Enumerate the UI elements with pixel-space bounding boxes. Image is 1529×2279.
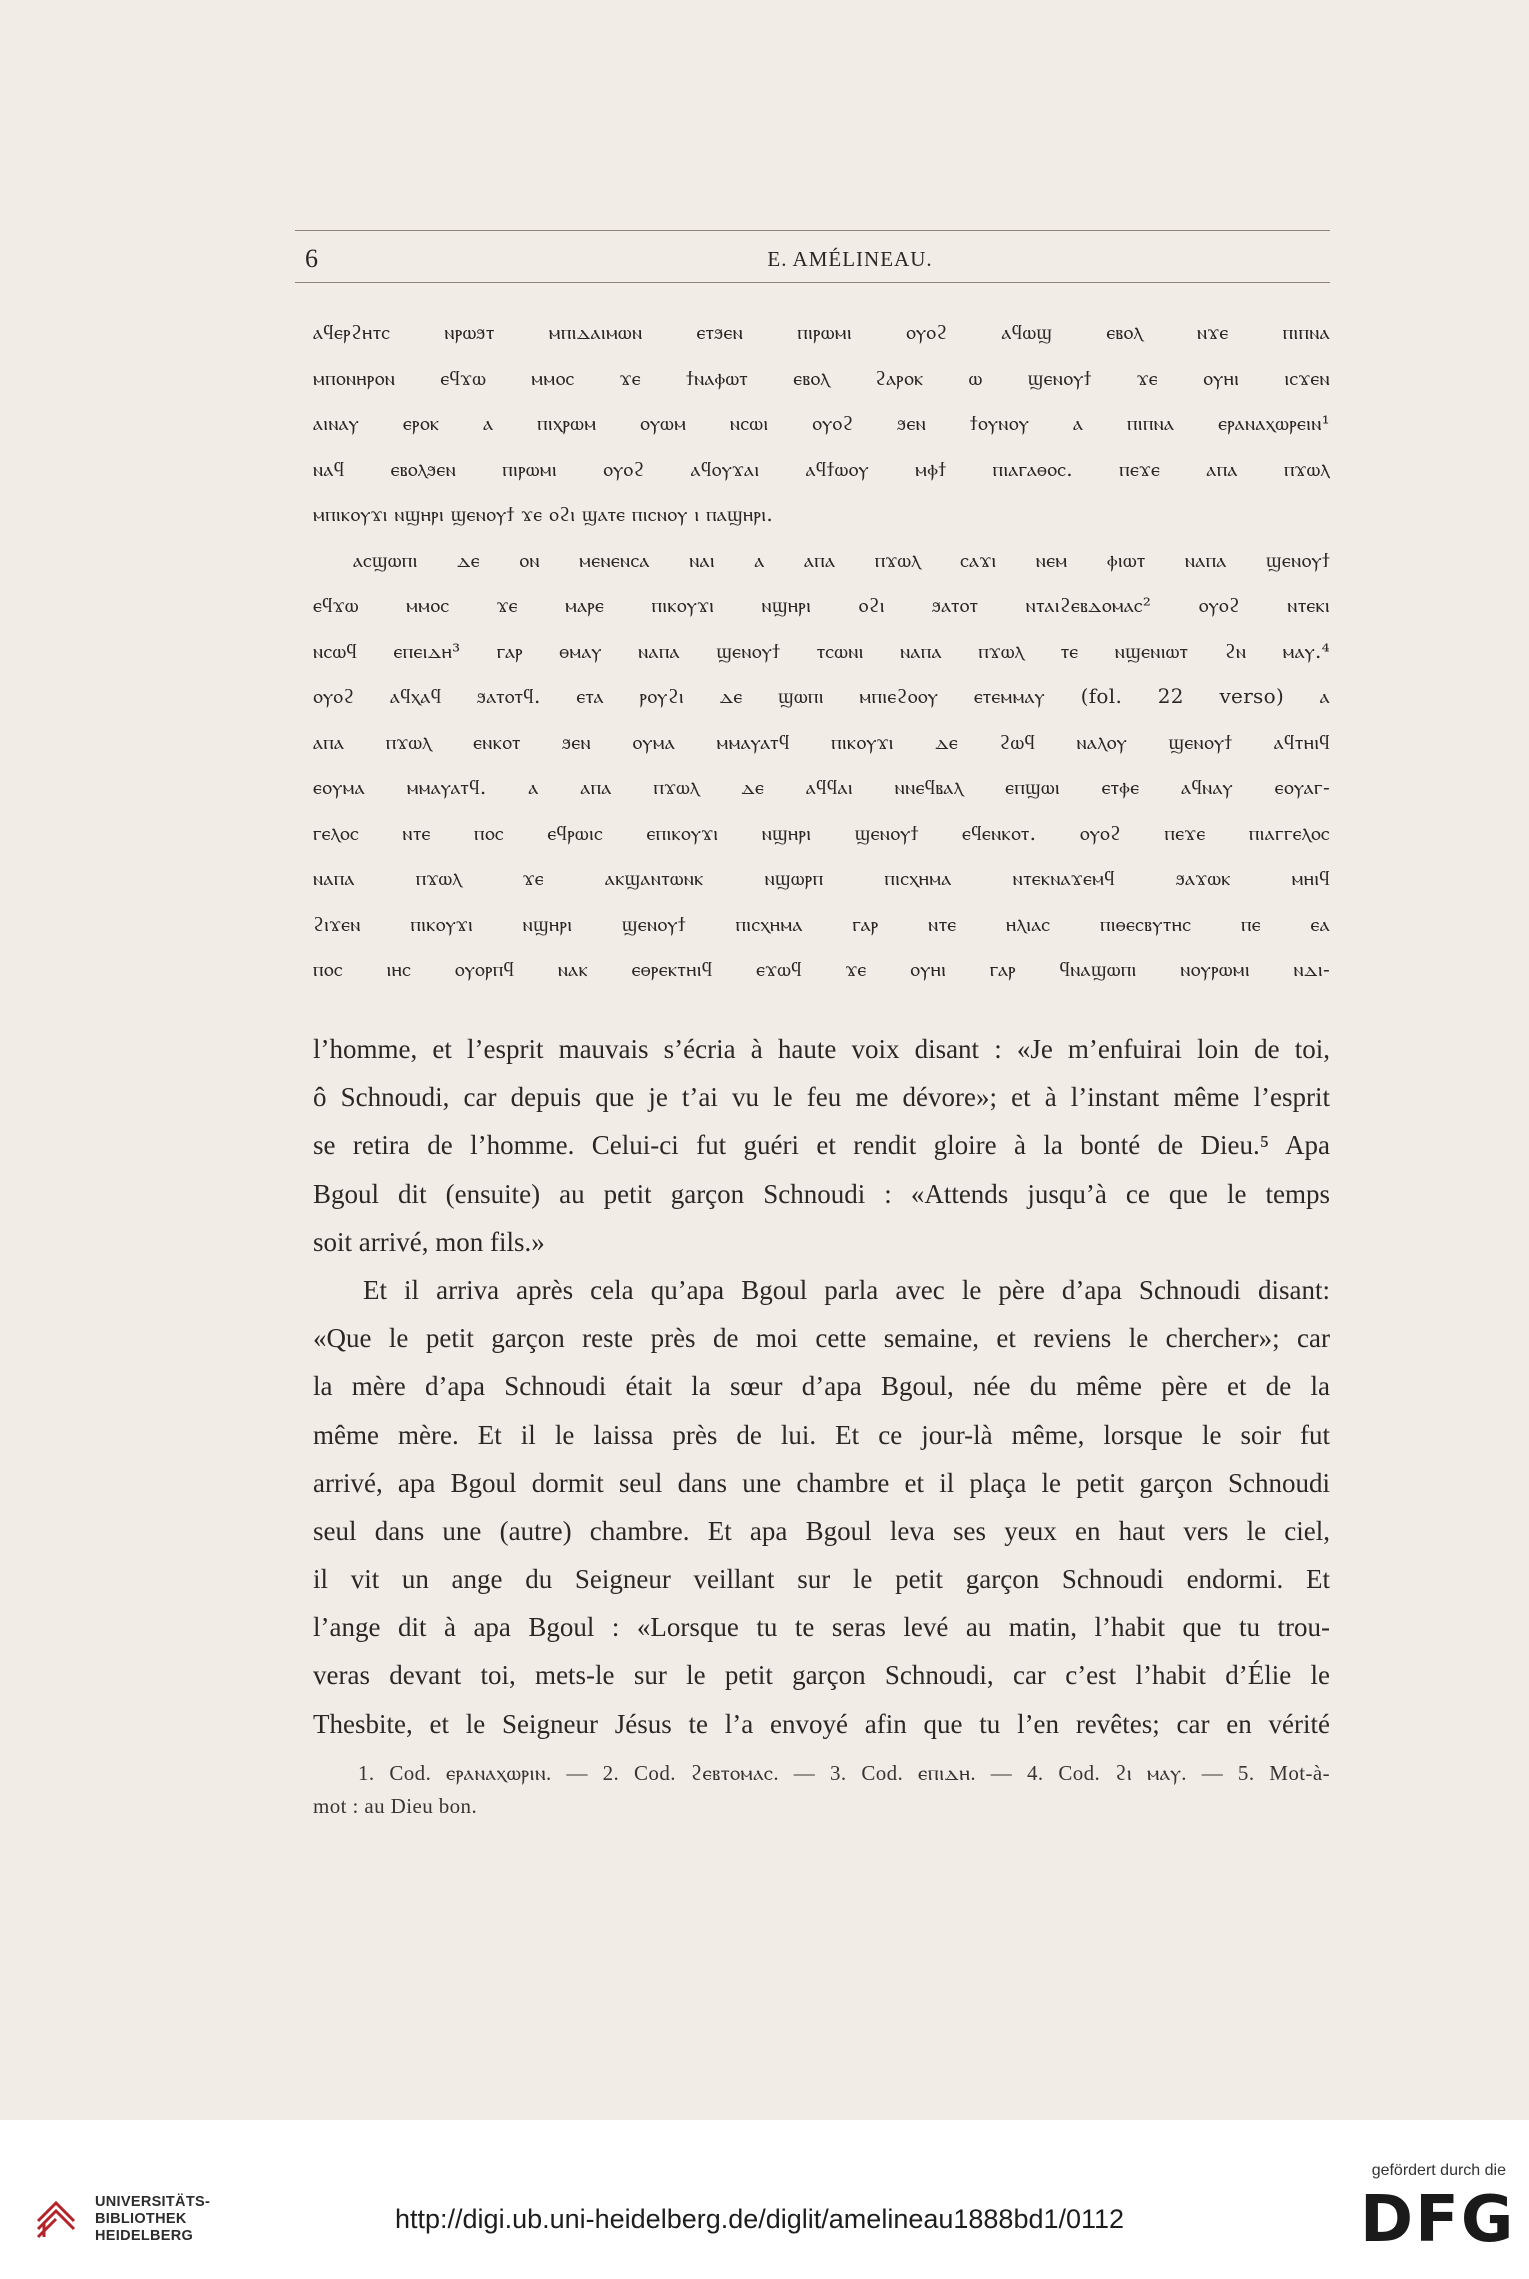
coptic-line: ⲡⲟⲥ ⲓⲏⲥ ⲟⲩⲟⲣⲡϥ ⲛⲁⲕ ⲉⲑⲣⲉⲕⲧⲏⲓϥ ⲉϫⲱϥ ϫⲉ ⲟⲩⲏⲓ ⲅⲁⲣ ϥⲛⲁϣⲱⲡⲓ ⲛⲟⲩⲣⲱⲙⲓ ⲛⲇⲓ- [313, 957, 1330, 981]
coptic-text-block [313, 310, 1330, 993]
funder-caption: gefördert durch die [1371, 2162, 1506, 2179]
footnote-line: mot : au Dieu bon. [313, 1794, 478, 1818]
header-rule-bottom [295, 282, 1330, 283]
coptic-line: ⲅⲉⲗⲟⲥ ⲛⲧⲉ ⲡⲟⲥ ⲉϥⲣⲱⲓⲥ ⲉⲡⲓⲕⲟⲩϫⲓ ⲛϣⲏⲣⲓ ϣⲉⲛⲟⲩϯ ⲉϥⲉⲛⲕⲟⲧ. ⲟⲩⲟϩ ⲡⲉϫⲉ ⲡⲓⲁⲅⲅⲉⲗⲟⲥ [313, 820, 1330, 845]
french-line: ô Schnoudi, car depuis que je t’ai vu le feu me dévore»; et à l’instant même l’esprit [313, 1082, 1330, 1113]
french-line: l’homme, et l’esprit mauvais s’écria à haute voix disant : «Je m’enfuirai loin de toi, [313, 1034, 1330, 1064]
university-library-name [95, 2194, 210, 2245]
page-number: 6 [305, 244, 318, 273]
footnotes [313, 1757, 1330, 1823]
header-rule-top [295, 230, 1330, 231]
french-line: il vit un ange du Seigneur veillant sur le petit garçon Schnoudi endormi. Et [313, 1564, 1330, 1595]
french-line: l’ange dit à apa Bgoul : «Lorsque tu te seras levé au matin, l’habit que tu trou- [313, 1612, 1330, 1643]
french-line: «Que le petit garçon reste près de moi cette semaine, et reviens le chercher»; car [313, 1323, 1330, 1354]
coptic-line: ⲉⲟⲩⲙⲁ ⲙⲙⲁⲩⲁⲧϥ. ⲁ ⲁⲡⲁ ⲡϫⲱⲗ ⲇⲉ ⲁϥϥⲁⲓ ⲛⲛⲉϥⲃⲁⲗ ⲉⲡϣⲱⲓ ⲉⲧⲫⲉ ⲁϥⲛⲁⲩ ⲉⲟⲩⲁⲅ- [313, 775, 1330, 799]
french-line: Et il arriva après cela qu’apa Bgoul parla avec le père d’apa Schnoudi disant: [363, 1274, 1330, 1305]
french-line: Thesbite, et le Seigneur Jésus te l’a envoyé afin que tu l’en revêtes; car en vérité [313, 1708, 1330, 1739]
dfg-logo: DFG [1360, 2183, 1516, 2257]
french-line: la mère d’apa Schnoudi était la sœur d’apa Bgoul, née du même père et de la [313, 1371, 1330, 1402]
coptic-line: ⲁⲓⲛⲁⲩ ⲉⲣⲟⲕ ⲁ ⲡⲓⲭⲣⲱⲙ ⲟⲩⲱⲙ ⲛⲥⲱⲓ ⲟⲩⲟϩ ϧⲉⲛ ϯⲟⲩⲛⲟⲩ ⲁ ⲡⲓⲡⲛⲁ ⲉⲣⲁⲛⲁⲭⲱⲣⲉⲓⲛ¹ [313, 411, 1330, 435]
library-name-line: HEIDELBERG [95, 2228, 194, 2244]
french-line: même mère. Et il le laissa près de lui. Et ce jour-là même, lorsque le soir fut [313, 1419, 1330, 1450]
french-line: seul dans une (autre) chambre. Et apa Bgoul leva ses yeux en haut vers le ciel, [313, 1515, 1330, 1546]
university-library-logo-icon [34, 2193, 82, 2241]
coptic-line: ⲁⲡⲁ ⲡϫⲱⲗ ⲉⲛⲕⲟⲧ ϧⲉⲛ ⲟⲩⲙⲁ ⲙⲙⲁⲩⲁⲧϥ ⲡⲓⲕⲟⲩϫⲓ ⲇⲉ ϩⲱϥ ⲛⲁⲗⲟⲩ ϣⲉⲛⲟⲩϯ ⲁϥⲧⲏⲓϥ [313, 729, 1330, 754]
library-name-line: UNIVERSITÄTS- [95, 2194, 211, 2210]
coptic-line: ⲛⲥⲱϥ ⲉⲡⲉⲓⲇⲏ³ ⲅⲁⲣ ⲑⲙⲁⲩ ⲛⲁⲡⲁ ϣⲉⲛⲟⲩϯ ⲧⲥⲱⲛⲓ ⲛⲁⲡⲁ ⲡϫⲱⲗ ⲧⲉ ⲛϣⲉⲛⲓⲱⲧ ϩⲛ ⲙⲁⲩ.⁴ [313, 638, 1330, 663]
coptic-line: ϩⲓϫⲉⲛ ⲡⲓⲕⲟⲩϫⲓ ⲛϣⲏⲣⲓ ϣⲉⲛⲟⲩϯ ⲡⲓⲥⲭⲏⲙⲁ ⲅⲁⲣ ⲛⲧⲉ ⲏⲗⲓⲁⲥ ⲡⲓⲑⲉⲥⲃⲩⲧⲏⲥ ⲡⲉ ⲉⲁ [313, 911, 1330, 936]
french-line: se retira de l’homme. Celui-ci fut guéri et rendit gloire à la bonté de Dieu.⁵ Apa [313, 1130, 1330, 1161]
french-line: veras devant toi, mets-le sur le petit garçon Schnoudi, car c’est l’habit d’Élie le [313, 1660, 1330, 1691]
coptic-line: ⲁϥⲉⲣϩⲏⲧⲥ ⲛⲣⲱϧⲧ ⲙⲡⲓⲇⲁⲓⲙⲱⲛ ⲉⲧϧⲉⲛ ⲡⲓⲣⲱⲙⲓ ⲟⲩⲟϩ ⲁϥⲱϣ ⲉⲃⲟⲗ ⲛϫⲉ ⲡⲓⲡⲛⲁ [313, 320, 1330, 344]
coptic-line: ⲉϥϫⲱ ⲙⲙⲟⲥ ϫⲉ ⲙⲁⲣⲉ ⲡⲓⲕⲟⲩϫⲓ ⲛϣⲏⲣⲓ ⲟϩⲓ ϧⲁⲧⲟⲧ ⲛⲧⲁⲓϩⲉⲃⲇⲟⲙⲁⲥ² ⲟⲩⲟϩ ⲛⲧⲉⲕⲓ [313, 593, 1330, 617]
running-head: E. AMÉLINEAU. [767, 247, 933, 271]
french-translation-block [313, 1025, 1330, 1748]
french-line: Bgoul dit (ensuite) au petit garçon Schnoudi : «Attends jusqu’à ce que le temps [313, 1178, 1330, 1209]
coptic-line: ⲟⲩⲟϩ ⲁϥⲭⲁϥ ϧⲁⲧⲟⲧϥ. ⲉⲧⲁ ⲣⲟⲩϩⲓ ⲇⲉ ϣⲱⲡⲓ ⲙⲡⲓⲉϩⲟⲟⲩ ⲉⲧⲉⲙⲙⲁⲩ (fol. 22 verso) ⲁ [313, 684, 1330, 708]
coptic-line: ⲙⲡⲟⲛⲏⲣⲟⲛ ⲉϥϫⲱ ⲙⲙⲟⲥ ϫⲉ ϯⲛⲁⲫⲱⲧ ⲉⲃⲟⲗ ϩⲁⲣⲟⲕ ⲱ ϣⲉⲛⲟⲩϯ ϫⲉ ⲟⲩⲏⲓ ⲓⲥϫⲉⲛ [313, 365, 1330, 390]
french-line: arrivé, apa Bgoul dormit seul dans une chambre et il plaça le petit garçon Schnoudi [313, 1467, 1330, 1498]
library-name-line: BIBLIOTHEK [95, 2211, 187, 2227]
french-line: soit arrivé, mon fils.» [313, 1226, 545, 1257]
footnote-line: 1. Cod. ⲉⲣⲁⲛⲁⲭⲱⲣⲓⲛ. — 2. Cod. ϩⲉⲃⲧⲟⲙⲁⲥ. — 3. Cod. ⲉⲡⲓⲇⲏ. — 4. Cod. ϩⲓ ⲙⲁⲩ. — 5. Mot-à- [358, 1761, 1330, 1785]
coptic-line: ⲁⲥϣⲱⲡⲓ ⲇⲉ ⲟⲛ ⲙⲉⲛⲉⲛⲥⲁ ⲛⲁⲓ ⲁ ⲁⲡⲁ ⲡϫⲱⲗ ⲥⲁϫⲓ ⲛⲉⲙ ⲫⲓⲱⲧ ⲛⲁⲡⲁ ϣⲉⲛⲟⲩϯ [353, 547, 1330, 572]
source-url-link[interactable]: http://digi.ub.uni-heidelberg.de/diglit/amelineau1888bd1/0112 [395, 2204, 1125, 2234]
coptic-line: ⲛⲁϥ ⲉⲃⲟⲗϧⲉⲛ ⲡⲓⲣⲱⲙⲓ ⲟⲩⲟϩ ⲁϥⲟⲩϫⲁⲓ ⲁϥϯⲱⲟⲩ ⲙⲫϯ ⲡⲓⲁⲅⲁⲑⲟⲥ. ⲡⲉϫⲉ ⲁⲡⲁ ⲡϫⲱⲗ [313, 456, 1330, 481]
coptic-line: ⲛⲁⲡⲁ ⲡϫⲱⲗ ϫⲉ ⲁⲕϣⲁⲛⲧⲱⲛⲕ ⲛϣⲱⲣⲡ ⲡⲓⲥⲭⲏⲙⲁ ⲛⲧⲉⲕⲛⲁϫⲉⲙϥ ϧⲁϫⲱⲕ ⲙⲏⲓϥ [313, 866, 1330, 890]
digitization-footer [0, 2120, 1529, 2279]
coptic-line: ⲙⲡⲓⲕⲟⲩϫⲓ ⲛϣⲏⲣⲓ ϣⲉⲛⲟⲩϯ ϫⲉ ⲟϩⲓ ϣⲁⲧⲉ ⲡⲓⲥⲛⲟⲩ ⲓ ⲡⲁϣⲏⲣⲓ. [313, 502, 773, 526]
